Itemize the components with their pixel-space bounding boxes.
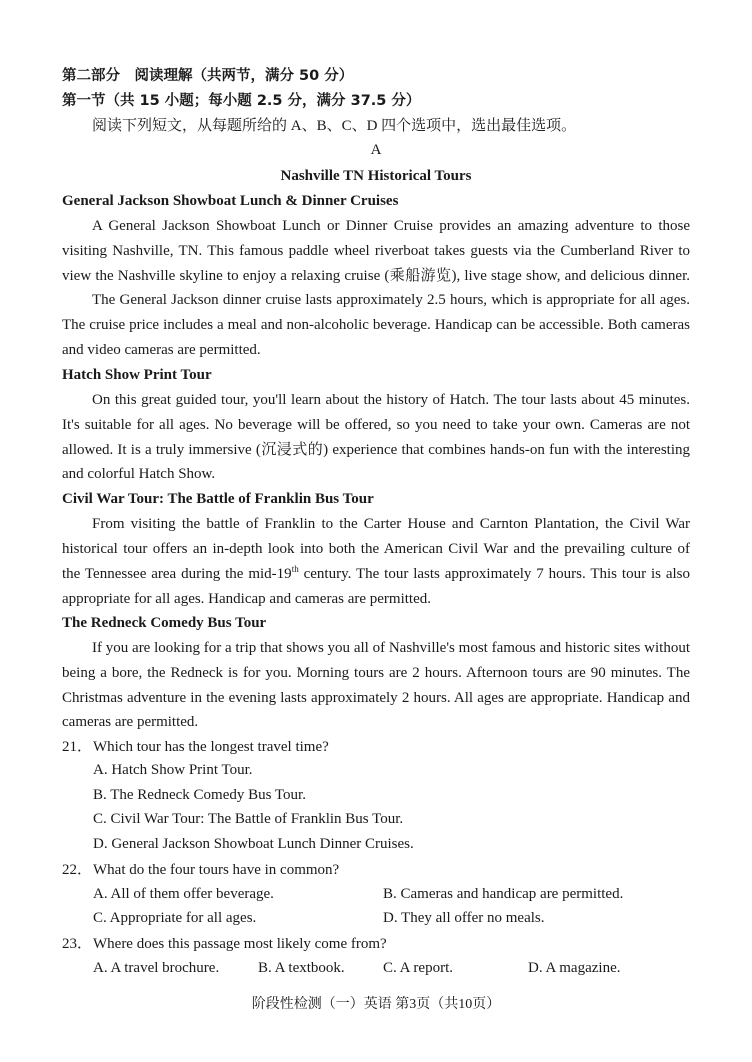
option-a: A. A travel brochure. (93, 960, 220, 976)
option-a: A. All of them offer beverage. (93, 886, 274, 902)
paragraph-line: and colorful Hatch Show. (62, 466, 216, 482)
passage-title: Nashville TN Historical Tours (280, 168, 472, 184)
paragraph-line: It's suitable for all ages. No beverage will be offered, so you need to take your own. Cameras are not (62, 417, 690, 433)
section-heading-redneck: The Redneck Comedy Bus Tour (62, 615, 267, 631)
question-stem: Where does this passage most likely come from? (93, 936, 387, 952)
paragraph-line: If you are looking for a trip that shows you all of Nashville's most famous and historic sites without (92, 640, 690, 656)
option-c: C. Appropriate for all ages. (93, 910, 257, 926)
passage-label: A (370, 142, 382, 158)
paragraph-line: and video cameras are permitted. (62, 342, 261, 358)
option-b: B. Cameras and handicap are permitted. (383, 886, 624, 902)
option-d: D. They all offer no meals. (383, 910, 545, 926)
option-c: C. A report. (383, 960, 453, 976)
paragraph-line: cameras are permitted. (62, 714, 199, 730)
paragraph-line: visiting Nashville, TN. This famous paddle wheel riverboat takes guests via the Cumberland River to (62, 243, 690, 259)
superscript-th: th (291, 564, 299, 574)
paragraph-line: A General Jackson Showboat Lunch or Dinner Cruise provides an amazing adventure to those (92, 218, 690, 234)
section-heading-general-jackson: General Jackson Showboat Lunch & Dinner Cruises (62, 193, 399, 209)
paragraph-line: being a bore, the Redneck is for you. Morning tours are 2 hours. Afternoon tours are 90 minutes. The (62, 665, 690, 681)
part-title: 第二部分 阅读理解（共两节，满分 50 分） (62, 68, 354, 84)
option-d: D. A magazine. (528, 960, 621, 976)
question-number: 23． (62, 936, 93, 952)
section-title: 第一节（共 15 小题；每小题 2.5 分，满分 37.5 分） (62, 93, 421, 109)
question-number: 21． (62, 739, 93, 755)
option-b: B. A textbook. (258, 960, 345, 976)
paragraph-line: From visiting the battle of Franklin to the Carter House and Carnton Plantation, the Civil War (92, 516, 690, 532)
question-stem: What do the four tours have in common? (93, 862, 340, 878)
paragraph-line: historical tour offers an in-depth look into both the American Civil War and the prevailing culture of (62, 541, 690, 557)
paragraph-line: The General Jackson dinner cruise lasts approximately 2.5 hours, which is appropriate for all ages. (92, 292, 690, 308)
option-a: A. Hatch Show Print Tour. (93, 762, 253, 778)
option-b: B. The Redneck Comedy Bus Tour. (93, 787, 306, 803)
paragraph-line: Christmas adventure in the evening lasts approximately 2 hours. All ages are appropriate. Handicap and (62, 690, 690, 706)
question-number: 22． (62, 862, 93, 878)
paragraph-line: allowed. It is a truly immersive (沉浸式的) experience that combines hands-on fun with the interesting (62, 442, 690, 458)
paragraph-line: On this great guided tour, you'll learn about the history of Hatch. The tour lasts about 45 minutes. (92, 392, 690, 408)
paragraph-line: view the Nashville skyline to enjoy a relaxing cruise (乘船游览), live stage show, and delicious dinner. (62, 268, 690, 284)
option-d: D. General Jackson Showboat Lunch Dinner Cruises. (93, 836, 414, 852)
page-footer: 阶段性检测（一）英语 第3页（共10页） (251, 997, 501, 1012)
question-stem: Which tour has the longest travel time? (93, 739, 329, 755)
option-c: C. Civil War Tour: The Battle of Franklin Bus Tour. (93, 811, 404, 827)
paragraph-line-with-superscript: the Tennessee area during the mid-19th century. The tour lasts approximately 7 hours. This tour is also (62, 564, 690, 582)
section-heading-hatch-show: Hatch Show Print Tour (62, 367, 212, 383)
paragraph-line: The cruise price includes a meal and non-alcoholic beverage. Handicap can be accessible. Both cameras (62, 317, 690, 333)
instructions: 阅读下列短文，从每题所给的 A、B、C、D 四个选项中，选出最佳选项。 (92, 118, 577, 134)
section-heading-civil-war: Civil War Tour: The Battle of Franklin Bus Tour (62, 491, 374, 507)
paragraph-line: appropriate for all ages. Handicap and cameras are permitted. (62, 591, 431, 607)
